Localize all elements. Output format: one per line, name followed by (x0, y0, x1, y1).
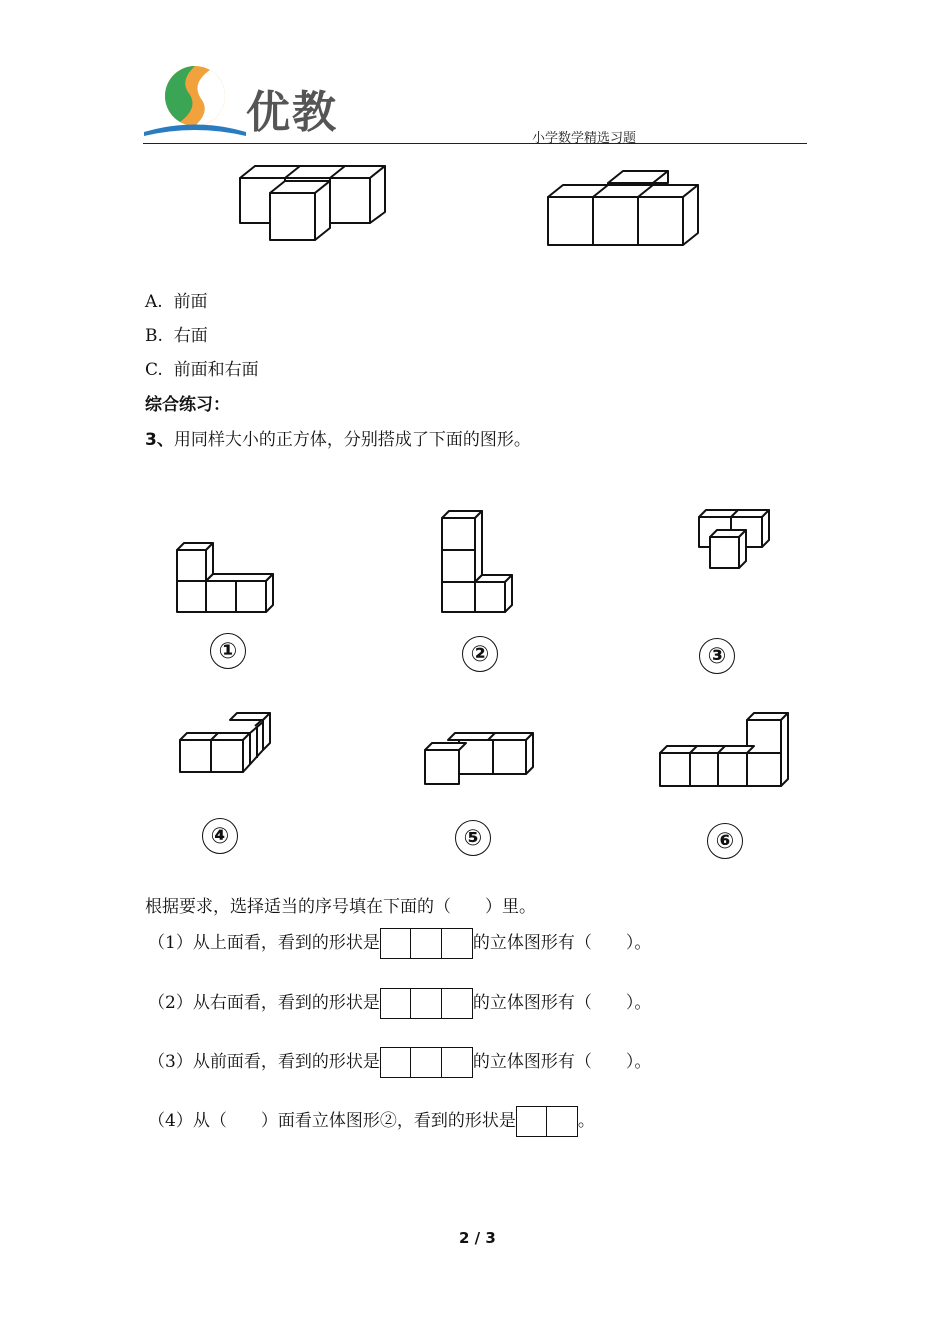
shape-three-squares (380, 1046, 473, 1080)
cube-figure-5 (420, 728, 540, 793)
shape-three-squares (380, 987, 473, 1021)
subquestion-1-suffix: 的立体图形有（ ）。 (472, 933, 652, 953)
figure-label-5: ⑤ (455, 820, 491, 856)
shape-two-squares (516, 1105, 578, 1139)
figure-label-1: ① (210, 633, 246, 669)
cube-figure-3 (694, 505, 774, 575)
subquestion-4-prefix: （4）从（ ）面看立体图形②，看到的形状是 (148, 1111, 516, 1131)
cube-figure-6 (655, 710, 795, 790)
page-indicator: 2 / 3 (459, 1229, 496, 1247)
option-a-label: A. (145, 292, 163, 312)
logo-emblem-icon (140, 62, 250, 140)
option-b-text: 右面 (173, 326, 208, 346)
subquestion-1 (148, 926, 651, 961)
figure-label-3: ③ (699, 638, 735, 674)
option-c-label: C. (145, 360, 163, 380)
figure-label-6: ⑥ (707, 823, 743, 859)
cube-figure-2 (437, 508, 517, 618)
subquestion-2-suffix: 的立体图形有（ ）。 (472, 993, 652, 1013)
subquestion-4-suffix: 。 (577, 1111, 595, 1131)
subquestion-2 (148, 986, 651, 1021)
option-c-text: 前面和右面 (173, 360, 259, 380)
logo (140, 62, 350, 140)
top-cube-figure-right (543, 165, 708, 260)
question-number: 3、 (145, 430, 174, 450)
subquestion-2-prefix: （2）从右面看，看到的形状是 (148, 993, 380, 1013)
question-text: 用同样大小的正方体，分别搭成了下面的图形。 (173, 430, 531, 450)
cube-figure-4 (175, 708, 275, 783)
option-a-text: 前面 (173, 292, 208, 312)
logo-text: 优教 (246, 87, 338, 138)
figure-label-2: ② (462, 636, 498, 672)
subquestion-1-prefix: （1）从上面看，看到的形状是 (148, 933, 380, 953)
header-subtitle: 小学数学精选习题 (532, 131, 637, 146)
subquestion-3-prefix: （3）从前面看，看到的形状是 (148, 1052, 380, 1072)
option-c (145, 355, 259, 380)
subquestion-4 (148, 1104, 595, 1139)
subquestion-3 (148, 1045, 651, 1080)
section-title: 综合练习： (145, 395, 230, 415)
shape-three-squares (380, 927, 473, 961)
subquestion-3-suffix: 的立体图形有（ ）。 (472, 1052, 652, 1072)
figure-label-4: ④ (202, 818, 238, 854)
question-3 (145, 425, 531, 450)
option-b (145, 321, 208, 346)
option-b-label: B. (145, 326, 163, 346)
cube-figure-1 (172, 540, 282, 620)
option-a (145, 287, 208, 312)
instruction-text: 根据要求，选择适当的序号填在下面的（ ）里。 (145, 897, 536, 917)
header-rule (143, 143, 807, 144)
top-cube-figure-left (235, 160, 395, 250)
